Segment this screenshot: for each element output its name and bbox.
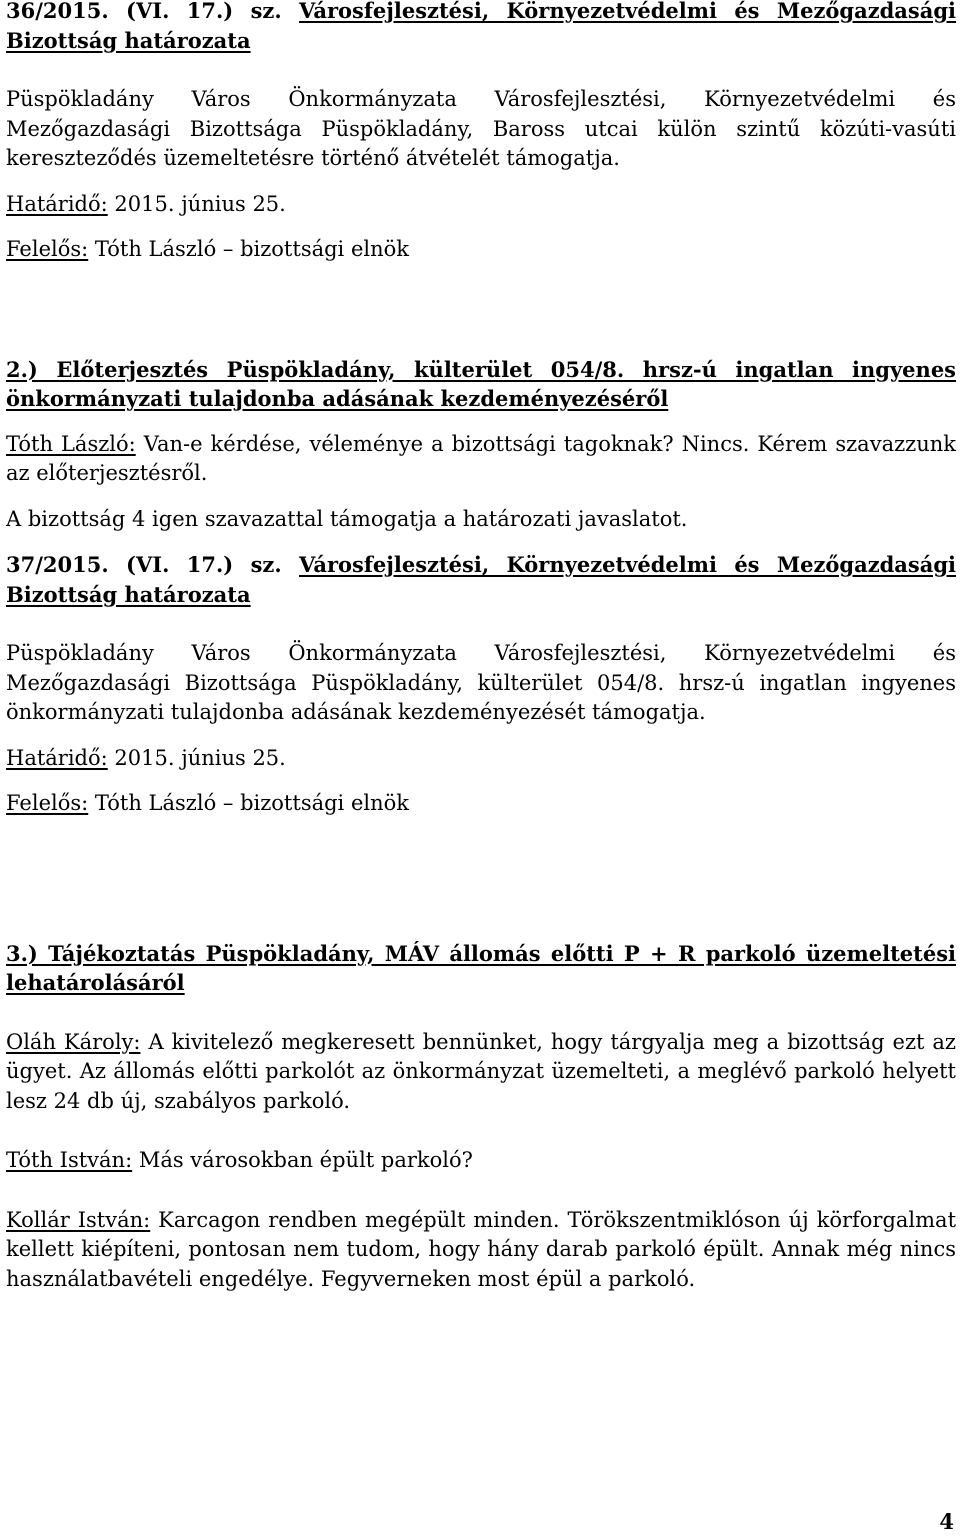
resolution-37-text: Püspökladány Város Önkormányzata Városfejlesztési, Környezetvédelmi és Mezőgazdasági Bizottsága Püspökladány, külterület 054/8. hrsz-ú ingatlan ingyenes önkormányzati tulajdonba adásának kezdeményezését támogatja. [6,641,956,724]
agenda-item-3-statement-3 [6,1206,956,1295]
resolution-36-title: Városfejlesztési, Környezetvédelmi és Mezőgazdasági Bizottság határozata [6,0,957,53]
speaker-text: Karcagon rendben megépült minden. Törökszentmiklóson új körforgalmat kellett kiépíteni, pontosan nem tudom, hogy hány darab parkoló épült. Annak még nincs használatbavételi engedélye. Fegyverneken most épül a parkoló. [6,1207,957,1291]
deadline-label: Határidő: [6,745,108,770]
speaker-text: Van-e kérdése, véleménye a bizottsági tagoknak? Nincs. Kérem szavazzunk az előterjesztésről. [6,431,956,485]
responsible-value: Tóth László – bizottsági elnök [88,791,409,815]
deadline-value: 2015. június 25. [107,191,286,216]
speaker-label: Oláh Károly: [6,1029,141,1054]
resolution-37-title: Városfejlesztési, Környezetvédelmi és Mezőgazdasági Bizottság határozata [6,552,957,607]
resolution-36-number: 36/2015. (VI. 17.) sz. [6,0,282,23]
agenda-item-3-statement-1 [6,1028,956,1117]
resolution-36-deadline [6,190,956,220]
resolution-37-number: 37/2015. (VI. 17.) sz. [6,552,282,577]
agenda-item-3-statement-2 [6,1146,956,1176]
responsible-value: Tóth László – bizottsági elnök [88,237,409,261]
speaker-text: Más városokban épült parkoló? [132,1148,473,1172]
speaker-label: Kollár István: [6,1207,151,1232]
resolution-37-deadline [6,744,956,774]
speaker-text: A kivitelező megkeresett bennünket, hogy tárgyalja meg a bizottság ezt az ügyet. Az állomás előtti parkolót az önkormányzat üzemelteti, a meglévő parkoló helyett lesz 24 db új, szabályos parkoló. [6,1029,956,1113]
agenda-item-3-title: 3.) Tájékoztatás Püspökladány, MÁV állomás előtti P + R parkoló üzemeltetési lehatárolásáról [6,940,956,995]
agenda-item-2-title: 2.) Előterjesztés Püspökladány, külterület 054/8. hrsz-ú ingatlan ingyenes önkormányzati tulajdonba adásának kezdeményezéséről [6,356,956,411]
page-number: 4 [939,1509,954,1534]
responsible-label: Felelős: [6,237,89,261]
speaker-label: Tóth István: [6,1148,133,1172]
speaker-label: Tóth László: [6,431,136,456]
resolution-36-text: Püspökladány Város Önkormányzata Városfejlesztési, Környezetvédelmi és Mezőgazdasági Bizottsága Püspökladány, Baross utcai külön szintű közúti-vasúti kereszteződés üzemeltetésre történő átvételét támogatja. [6,87,956,170]
deadline-value: 2015. június 25. [107,745,286,770]
responsible-label: Felelős: [6,791,89,815]
resolution-36-responsible [6,235,956,265]
resolution-36-heading [6,0,956,55]
document-page [6,0,956,1294]
resolution-37-responsible [6,789,956,819]
deadline-label: Határidő: [6,191,108,216]
resolution-37-heading [6,550,956,609]
vote-result: A bizottság 4 igen szavazattal támogatja a határozati javaslatot. [6,506,688,531]
agenda-item-2-statement [6,430,956,489]
